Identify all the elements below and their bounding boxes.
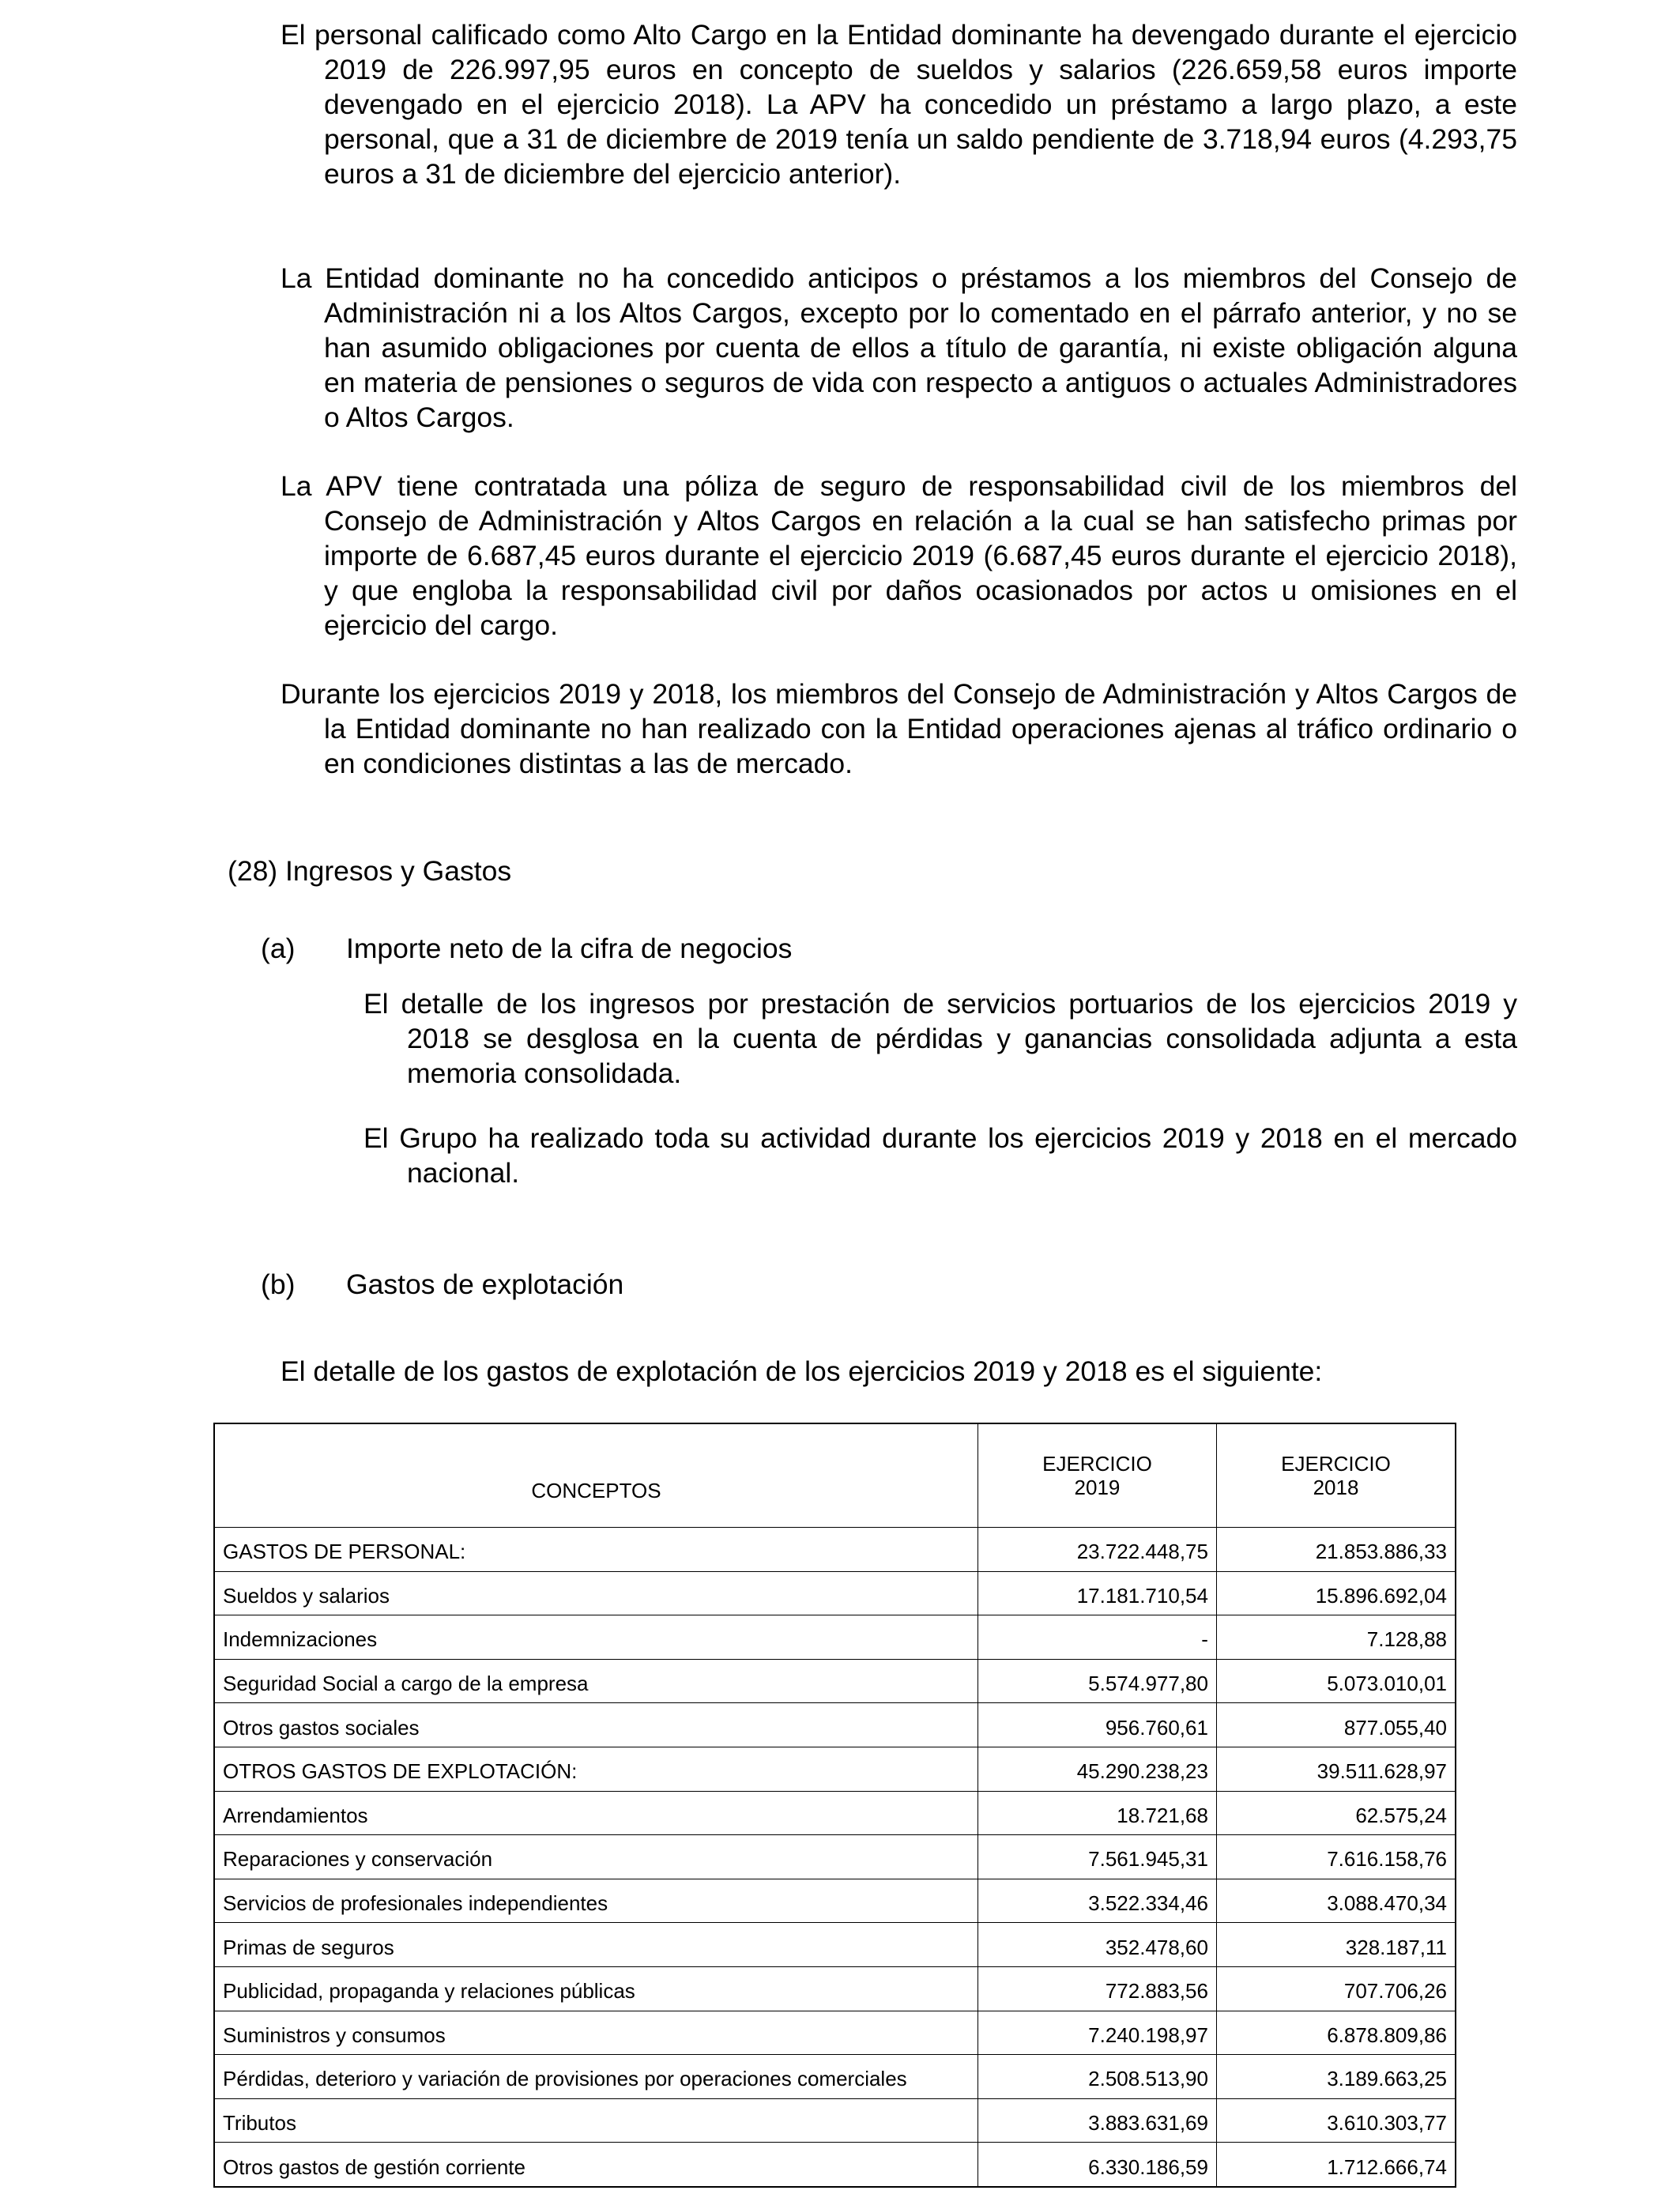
concept-cell: Otros gastos sociales (214, 1703, 977, 1747)
header-2019-label: EJERCICIO (1042, 1452, 1152, 1476)
table-row (214, 1747, 1456, 1791)
paragraph-no-unusual-operations: Durante los ejercicios 2019 y 2018, los miembros del Consejo de Administración y Altos Cargos de la Entidad dominante no han realizado con la Entidad operaciones ajenas al tráfico ordinario o en condiciones distintas a las de mercado. (281, 678, 1517, 779)
table-row (214, 2011, 1456, 2055)
subsection-a-title: Importe neto de la cifra de negocios (346, 933, 793, 964)
table-header-row (214, 1423, 1456, 1528)
value-2019-cell: 772.883,56 (977, 1966, 1216, 2011)
concept-cell: GASTOS DE PERSONAL: (214, 1528, 977, 1572)
section-title-ingresos-gastos: (28) Ingresos y Gastos (228, 855, 512, 887)
table-row (214, 2143, 1456, 2187)
header-conceptos: CONCEPTOS (214, 1423, 977, 1528)
subsection-a-letter: (a) (261, 933, 296, 964)
paragraph-revenue-detail: El detalle de los ingresos por prestación de servicios portuarios de los ejercicios 2019 y 2018 se desglosa en la cuenta de pérdidas y ganancias consolidada adjunta a esta memoria consolidada. (363, 988, 1517, 1089)
concept-cell: Seguridad Social a cargo de la empresa (214, 1659, 977, 1703)
value-2019-cell: 17.181.710,54 (977, 1571, 1216, 1615)
value-2019-cell: 23.722.448,75 (977, 1528, 1216, 1572)
table-row (214, 1571, 1456, 1615)
header-2019-year: 2019 (1074, 1476, 1121, 1499)
table-row (214, 2055, 1456, 2099)
value-2019-cell: 5.574.977,80 (977, 1659, 1216, 1703)
concept-cell: Servicios de profesionales independientes (214, 1879, 977, 1923)
value-2018-cell: 3.088.470,34 (1216, 1879, 1456, 1923)
value-2018-cell: 1.712.666,74 (1216, 2143, 1456, 2187)
value-2018-cell: 7.616.158,76 (1216, 1835, 1456, 1879)
value-2018-cell: 3.189.663,25 (1216, 2055, 1456, 2099)
value-2019-cell: 7.240.198,97 (977, 2011, 1216, 2055)
concept-cell: Indemnizaciones (214, 1615, 977, 1660)
value-2018-cell: 15.896.692,04 (1216, 1571, 1456, 1615)
concept-cell: Arrendamientos (214, 1791, 977, 1835)
operating-expenses-table (213, 1423, 1456, 2188)
value-2019-cell: 3.883.631,69 (977, 2098, 1216, 2143)
table-row (214, 1703, 1456, 1747)
header-2018-label: EJERCICIO (1281, 1452, 1391, 1476)
table-row (214, 1966, 1456, 2011)
value-2019-cell: 2.508.513,90 (977, 2055, 1216, 2099)
concept-cell: OTROS GASTOS DE EXPLOTACIÓN: (214, 1747, 977, 1791)
value-2018-cell: 39.511.628,97 (1216, 1747, 1456, 1791)
value-2019-cell: - (977, 1615, 1216, 1660)
value-2018-cell: 6.878.809,86 (1216, 2011, 1456, 2055)
concept-cell: Reparaciones y conservación (214, 1835, 977, 1879)
table-body (214, 1528, 1456, 2187)
value-2019-cell: 3.522.334,46 (977, 1879, 1216, 1923)
value-2018-cell: 21.853.886,33 (1216, 1528, 1456, 1572)
paragraph-national-market: El Grupo ha realizado toda su actividad durante los ejercicios 2019 y 2018 en el mercado nacional. (363, 1122, 1517, 1189)
value-2019-cell: 956.760,61 (977, 1703, 1216, 1747)
concept-cell: Otros gastos de gestión corriente (214, 2143, 977, 2187)
header-ejercicio-2019 (977, 1423, 1216, 1528)
value-2018-cell: 877.055,40 (1216, 1703, 1456, 1747)
concept-cell: Sueldos y salarios (214, 1571, 977, 1615)
value-2019-cell: 45.290.238,23 (977, 1747, 1216, 1791)
value-2018-cell: 62.575,24 (1216, 1791, 1456, 1835)
header-2018-year: 2018 (1313, 1476, 1359, 1499)
value-2018-cell: 3.610.303,77 (1216, 2098, 1456, 2143)
header-ejercicio-2018 (1216, 1423, 1456, 1528)
table-row (214, 1615, 1456, 1660)
subsection-b-title: Gastos de explotación (346, 1269, 624, 1300)
concept-cell: Suministros y consumos (214, 2011, 977, 2055)
subsection-b-letter: (b) (261, 1269, 296, 1300)
value-2019-cell: 352.478,60 (977, 1923, 1216, 1967)
concept-cell: Primas de seguros (214, 1923, 977, 1967)
value-2018-cell: 7.128,88 (1216, 1615, 1456, 1660)
paragraph-no-advances-loans: La Entidad dominante no ha concedido anticipos o préstamos a los miembros del Consejo de Administración ni a los Altos Cargos, excepto por lo comentado en el párrafo anterior, y no se han asumido obligaciones por cuenta de ellos a título de garantía, ni existe obligación alguna en materia de pensiones o seguros de vida con respecto a antiguos o actuales Administradores o Altos Cargos. (281, 262, 1517, 433)
value-2018-cell: 5.073.010,01 (1216, 1659, 1456, 1703)
table-row (214, 1923, 1456, 1967)
value-2019-cell: 18.721,68 (977, 1791, 1216, 1835)
concept-cell: Pérdidas, deterioro y variación de provisiones por operaciones comerciales (214, 2055, 977, 2099)
value-2019-cell: 6.330.186,59 (977, 2143, 1216, 2187)
value-2018-cell: 328.187,11 (1216, 1923, 1456, 1967)
table-row (214, 1879, 1456, 1923)
value-2019-cell: 7.561.945,31 (977, 1835, 1216, 1879)
table-row (214, 1835, 1456, 1879)
value-2018-cell: 707.706,26 (1216, 1966, 1456, 2011)
table-row (214, 1659, 1456, 1703)
table-row (214, 2098, 1456, 2143)
paragraph-alto-cargo-remuneration: El personal calificado como Alto Cargo en la Entidad dominante ha devengado durante el ejercicio 2019 de 226.997,95 euros en concepto de sueldos y salarios (226.659,58 euros importe devengado en el ejercicio 2018). La APV ha concedido un préstamo a largo plazo, a este personal, que a 31 de diciembre de 2019 tenía un saldo pendiente de 3.718,94 euros (4.293,75 euros a 31 de diciembre del ejercicio anterior). (281, 19, 1517, 190)
table-row (214, 1791, 1456, 1835)
table-row (214, 1528, 1456, 1572)
paragraph-liability-insurance: La APV tiene contratada una póliza de seguro de responsabilidad civil de los miembros del Consejo de Administración y Altos Cargos en relación a la cual se han satisfecho primas por importe de 6.687,45 euros durante el ejercicio 2019 (6.687,45 euros durante el ejercicio 2018), y que engloba la responsabilidad civil por daños ocasionados por actos u omisiones en el ejercicio del cargo. (281, 470, 1517, 641)
concept-cell: Tributos (214, 2098, 977, 2143)
concept-cell: Publicidad, propaganda y relaciones públicas (214, 1966, 977, 2011)
table-intro-text: El detalle de los gastos de explotación de los ejercicios 2019 y 2018 es el siguiente: (281, 1355, 1323, 1387)
